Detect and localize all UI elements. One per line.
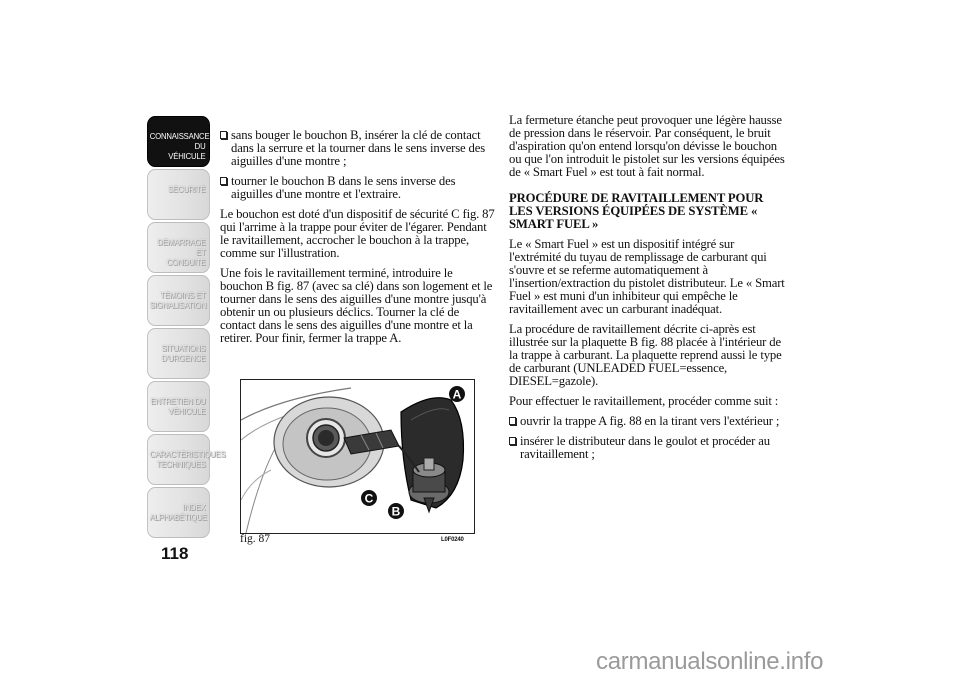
tab-label: INDEX ALPHABÉTIQUE [149, 502, 207, 522]
tab-temoins-et-signalisation[interactable] [147, 275, 210, 326]
tab-situations-d-urgence[interactable] [147, 328, 210, 379]
tab-demarrage-et-conduite[interactable] [147, 222, 210, 273]
right-column [509, 114, 785, 468]
tab-securite[interactable] [147, 169, 210, 220]
list-item [509, 415, 785, 428]
list-item-text: tourner le bouchon B dans le sens inverse des aiguilles d'une montre et l'extraire. [231, 174, 456, 201]
chapter-sidebar [140, 116, 226, 540]
paragraph: Le bouchon est doté d'un dispositif de sécurité C fig. 87 qui l'arrime à la trappe pour éviter de l'égarer. Pendant le ravitaillement, accrocher le bouchon à la trappe, comme sur l'illustration. [220, 207, 495, 260]
tab-index-alphabetique[interactable] [147, 487, 210, 538]
tab-label: SÉCURITÉ [167, 184, 206, 194]
checkbox-bullet-icon [509, 437, 516, 445]
figure-fuel-cap [240, 379, 475, 534]
paragraph: Une fois le ravitaillement terminé, introduire le bouchon B fig. 87 (avec sa clé) dans son logement et le tourner dans le sens des aiguilles d'une montre jusqu'à obtenir un ou plusieurs déclics. Tourner la clé de contact dans le sens des aiguilles d'une montre et la retirer. Pour finir, fermer la trappe A. [220, 266, 493, 345]
label-b: B [391, 504, 401, 519]
tab-label: CONNAISSANCE DU VÉHICULE [149, 131, 210, 161]
page-number: 118 [161, 544, 189, 563]
tab-label: CARACTÉRISTIQUES TECHNIQUES [149, 449, 226, 469]
label-c: C [364, 491, 374, 506]
label-a: A [452, 387, 462, 402]
tab-label: TÉMOINS ET SIGNALISATION [149, 290, 207, 310]
list-item-text: ouvrir la trappe A fig. 88 en la tirant vers l'extérieur ; [520, 414, 780, 428]
fuel-cap-illustration [241, 380, 474, 533]
paragraph: La fermeture étanche peut provoquer une légère hausse de pression dans le réservoir. Par conséquent, le bruit d'aspiration qu'on entend lorsqu'on dévisse le bouchon ou que l'on introduit le pistolet sur les versions équipées de « Smart Fuel » est tout à fait normal. [509, 113, 785, 179]
paragraph: La procédure de ravitaillement décrite ci-après est illustrée sur la plaquette B fig. 88 placée à l'intérieur de la trappe à carburant. La plaquette reprend aussi le type de carburant (UNLEADED FUEL=essence, DIESEL=gazole). [509, 322, 782, 388]
tab-label: DÉMARRAGE ET CONDUITE [157, 237, 206, 267]
paragraph: Le « Smart Fuel » est un dispositif intégré sur l'extrémité du tuyau de remplissage de carburant qui s'ouvre et se referme automatiquement à l'insertion/extraction du pistolet distributeur. Le « Smart Fuel » est muni d'un inhibiteur qui empêche le ravitaillement avec un carburant inadéquat. [509, 237, 785, 316]
tab-label: SITUATIONS D'URGENCE [161, 343, 206, 363]
section-heading: PROCÉDURE DE RAVITAILLEMENT POUR LES VERSIONS ÉQUIPÉES DE SYSTÈME « SMART FUEL » [509, 191, 764, 231]
paragraph: Pour effectuer le ravitaillement, procéder comme suit : [509, 394, 779, 408]
tab-connaissance-du-vehicule[interactable] [147, 116, 210, 167]
left-column [220, 129, 495, 352]
list-item-text: sans bouger le bouchon B, insérer la clé de contact dans la serrure et la tourner dans le sens inverse des aiguilles d'une montre ; [231, 128, 486, 168]
tab-caracteristiques-techniques[interactable] [147, 434, 226, 485]
tab-entretien-du-vehicule[interactable] [147, 381, 210, 432]
list-item [220, 129, 495, 168]
checkbox-bullet-icon [220, 177, 227, 185]
checkbox-bullet-icon [509, 417, 516, 425]
checkbox-bullet-icon [220, 131, 227, 139]
list-item-text: insérer le distributeur dans le goulot et procéder au ravitaillement ; [520, 434, 770, 461]
figure-caption: fig. 87 [240, 533, 271, 545]
figure-code: L0F0240 [441, 537, 464, 543]
watermark: carmanualsonline.info [596, 648, 824, 675]
list-item [509, 435, 785, 461]
tab-label: ENTRETIEN DU VÉHICULE [150, 396, 206, 416]
list-item [220, 175, 495, 201]
